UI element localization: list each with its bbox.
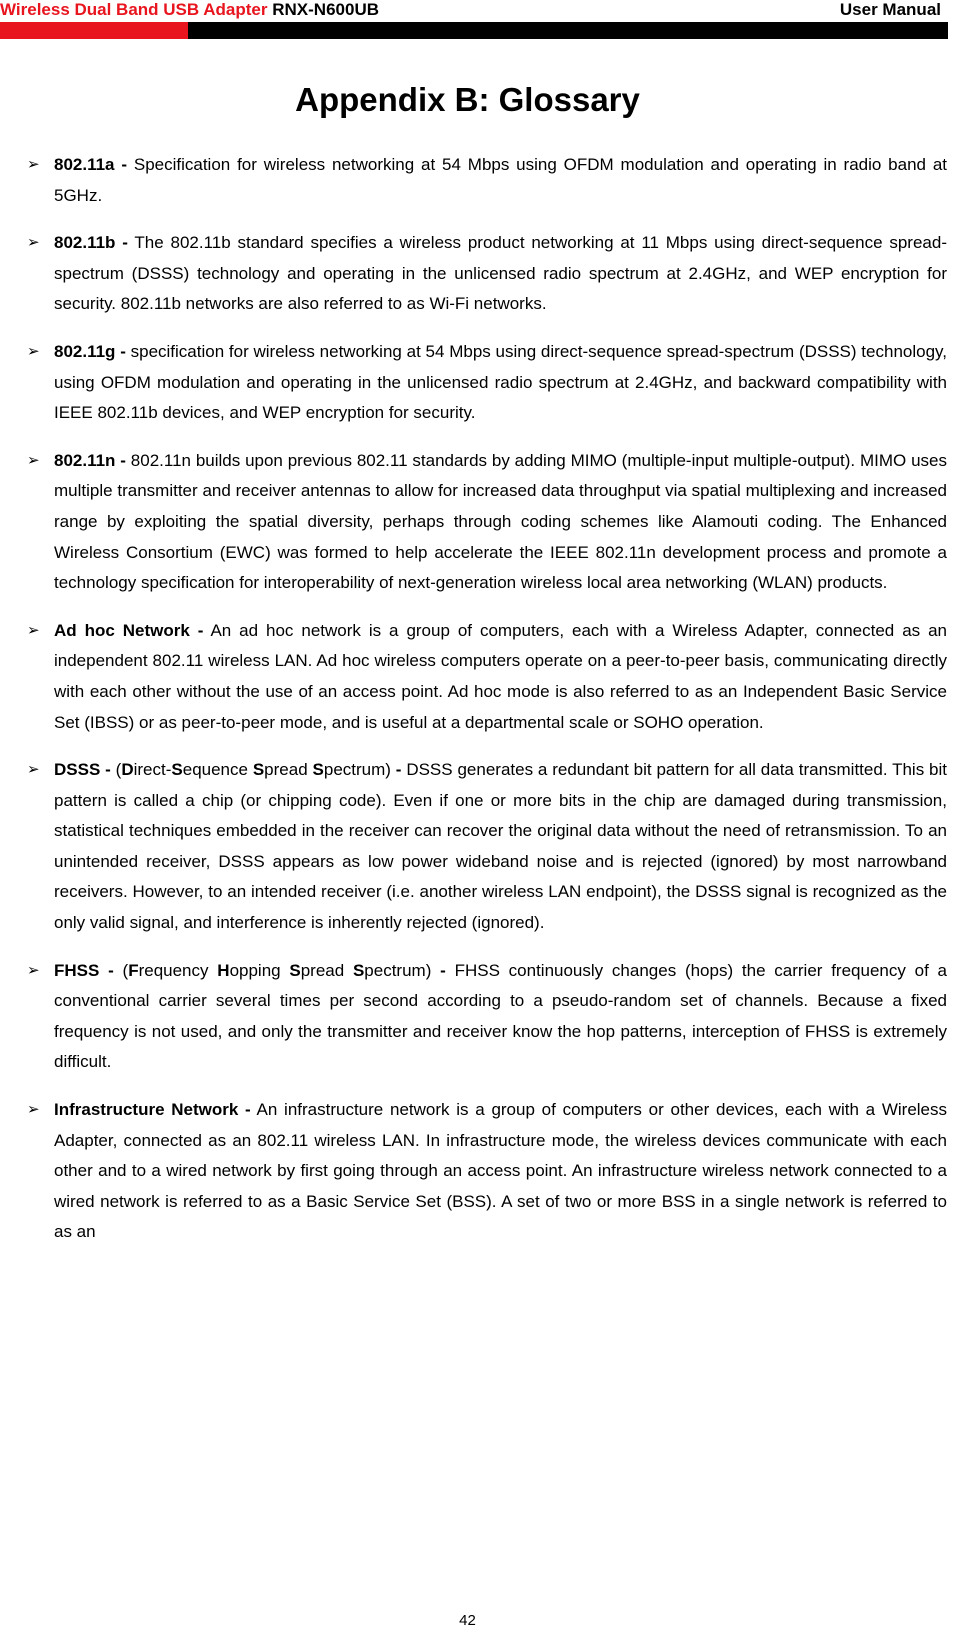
acronym-letter: S xyxy=(171,760,183,780)
glossary-definition: An infrastructure network is a group of computers or other devices, each with a Wireless Adapter, connected as an 802.11 wireless LAN. In infrastructure mode, the wireless devices communicate with each other and to a wired network by first going through an access point. An infrastructure wireless network connected to a wired network is referred to as a Basic Service Set (BSS). A set of two or more BSS in a single network is referred to as an xyxy=(54,1100,948,1242)
glossary-definition: specification for wireless networking at 54 Mbps using direct-sequence spread-spectrum (DSSS) technology, using OFDM modulation and operating in the unlicensed radio spectrum at 2.4GHz, and backward compatibility with IEEE 802.11b devices, and WEP encryption for security. xyxy=(54,341,947,423)
glossary-definition: An ad hoc network is a group of computers, each with a Wireless Adapter, connected as an independent 802.11 wireless LAN. Ad hoc wireless computers operate on a peer-to-peer basis, communicating directly with each other without the use of an access point. Ad hoc mode is also referred to as an Independent Basic Service Set (IBSS) or as peer-to-peer mode, and is useful at a departmental scale or SOHO operation. xyxy=(54,620,947,732)
page-header xyxy=(0,0,955,40)
acronym-rest: pread xyxy=(300,960,353,980)
acronym-rest: pread xyxy=(264,760,313,780)
glossary-term: DSSS - xyxy=(54,760,111,780)
glossary-definition: FHSS continuously changes (hops) the carrier frequency of a conventional carrier several times per second according to a pseudo-random set of channels. Because a fixed frequency is not used, and only the transmitter and receiver know the hop patterns, interception of FHSS is extremely difficult. xyxy=(54,960,947,1072)
glossary-term: 802.11g - xyxy=(54,341,126,361)
arrow-bullet-icon: ➢ xyxy=(27,234,40,252)
glossary-term: 802.11b - xyxy=(54,233,128,253)
acronym-rest: pectrum xyxy=(364,960,426,980)
acronym-letter: H xyxy=(217,960,230,980)
glossary-entry xyxy=(0,228,947,320)
acronym-letter: F xyxy=(128,960,139,980)
arrow-bullet-icon: ➢ xyxy=(27,1101,40,1119)
arrow-bullet-icon: ➢ xyxy=(27,761,40,779)
glossary-definition: DSSS generates a redundant bit pattern for all data transmitted. This bit pattern is called a chip (or chipping code). Even if one or more bits in the chip are damaged during transmission, statistical techniques embedded in the receiver can recover the original data without the need of retransmission. To an unintended receiver, DSSS appears as low power wideband noise and is rejected (ignored) by most narrowband receivers. However, to an intended receiver (i.e. another wireless LAN endpoint), the DSSS signal is recognized as the only valid signal, and interference is inherently rejected (ignored). xyxy=(54,760,948,933)
acronym-rest: irect- xyxy=(133,760,172,780)
page-title: Appendix B: Glossary xyxy=(295,81,640,118)
glossary-entry xyxy=(0,616,947,738)
acronym-letter: S xyxy=(252,760,265,780)
acronym-letter: S xyxy=(352,960,365,980)
glossary-entry xyxy=(0,446,947,599)
arrow-bullet-icon: ➢ xyxy=(27,342,40,360)
header-model-number: RNX-N600UB xyxy=(272,0,379,19)
glossary-entry xyxy=(0,150,947,211)
arrow-bullet-icon: ➢ xyxy=(27,961,40,979)
acronym-letter: S xyxy=(312,760,324,780)
glossary-definition: Specification for wireless networking at 54 Mbps using OFDM modulation and operating in radio band at 5GHz. xyxy=(54,155,947,205)
glossary-term-dash: - xyxy=(390,760,402,780)
glossary-term: 802.11n - xyxy=(54,450,126,470)
glossary-entry: ➢ FHSS - (Frequency Hopping Spread Spectrum) - FHSS continuously changes (hops) the carrier frequency of a conventional carrier several times per second according to a pseudo-random set of channels. Because a fixed frequency is not used, and only the transmitter and receiver know the hop patterns, interception of FHSS is extremely difficult. xyxy=(0,956,947,1078)
glossary-entry: ➢ DSSS - (Direct-Sequence Spread Spectrum) - DSSS generates a redundant bit pattern for all data transmitted. This bit pattern is called a chip (or chipping code). Even if one or more bits in the chip are damaged during transmission, statistical techniques embedded in the receiver can recover the original data without the need of retransmission. To an unintended receiver, DSSS appears as low power wideband noise and is rejected (ignored) by most narrowband receivers. However, to an intended receiver (i.e. another wireless LAN endpoint), the DSSS signal is recognized as the only valid signal, and interference is inherently rejected (ignored). xyxy=(0,755,947,939)
header-rule-accent xyxy=(0,22,188,39)
arrow-bullet-icon: ➢ xyxy=(27,451,40,469)
glossary-term-dash: - xyxy=(431,960,446,980)
header-product-name: Wireless Dual Band USB Adapter xyxy=(0,0,268,19)
arrow-bullet-icon: ➢ xyxy=(27,156,40,173)
acronym-rest: pectrum xyxy=(323,760,386,780)
glossary-term: 802.11a - xyxy=(54,155,128,174)
glossary-definition: The 802.11b standard specifies a wireless product networking at 11 Mbps using direct-sequence spread-spectrum (DSSS) technology and operating in the unlicensed radio spectrum at 2.4GHz, and WEP encryption for security. 802.11b networks are also referred to as Wi-Fi networks. xyxy=(54,233,947,314)
glossary-term: FHSS - xyxy=(54,960,114,980)
acronym-rest: requency xyxy=(138,960,218,980)
header-rule-bar xyxy=(0,22,948,39)
glossary-definition: 802.11n builds upon previous 802.11 standards by adding MIMO (multiple-input multiple-output). MIMO uses multiple transmitter and receiver antennas to allow for increased data throughput via spatial multiplexing and increased range by exploiting the spatial diversity, perhaps through coding schemes like Alamouti coding. The Enhanced Wireless Consortium (EWC) was formed to help accelerate the IEEE 802.11n development process and promote a technology specification for interoperability of next-generation wireless local area networking (WLAN) products. xyxy=(54,450,948,593)
header-manual-label: User Manual xyxy=(839,0,941,19)
acronym-rest: opping xyxy=(229,960,290,980)
acronym-rest: equence xyxy=(182,760,253,780)
glossary-entry xyxy=(0,1095,947,1248)
glossary-term: Infrastructure Network - xyxy=(54,1100,251,1120)
header-product-line xyxy=(0,0,379,20)
acronym-letter: S xyxy=(289,960,301,980)
arrow-bullet-icon: ➢ xyxy=(27,621,40,639)
page-number: 42 xyxy=(459,1612,476,1629)
glossary-term: Ad hoc Network - xyxy=(54,620,204,640)
glossary-entry xyxy=(0,337,947,429)
glossary-list xyxy=(0,150,955,1265)
acronym-letter: D xyxy=(121,760,134,780)
